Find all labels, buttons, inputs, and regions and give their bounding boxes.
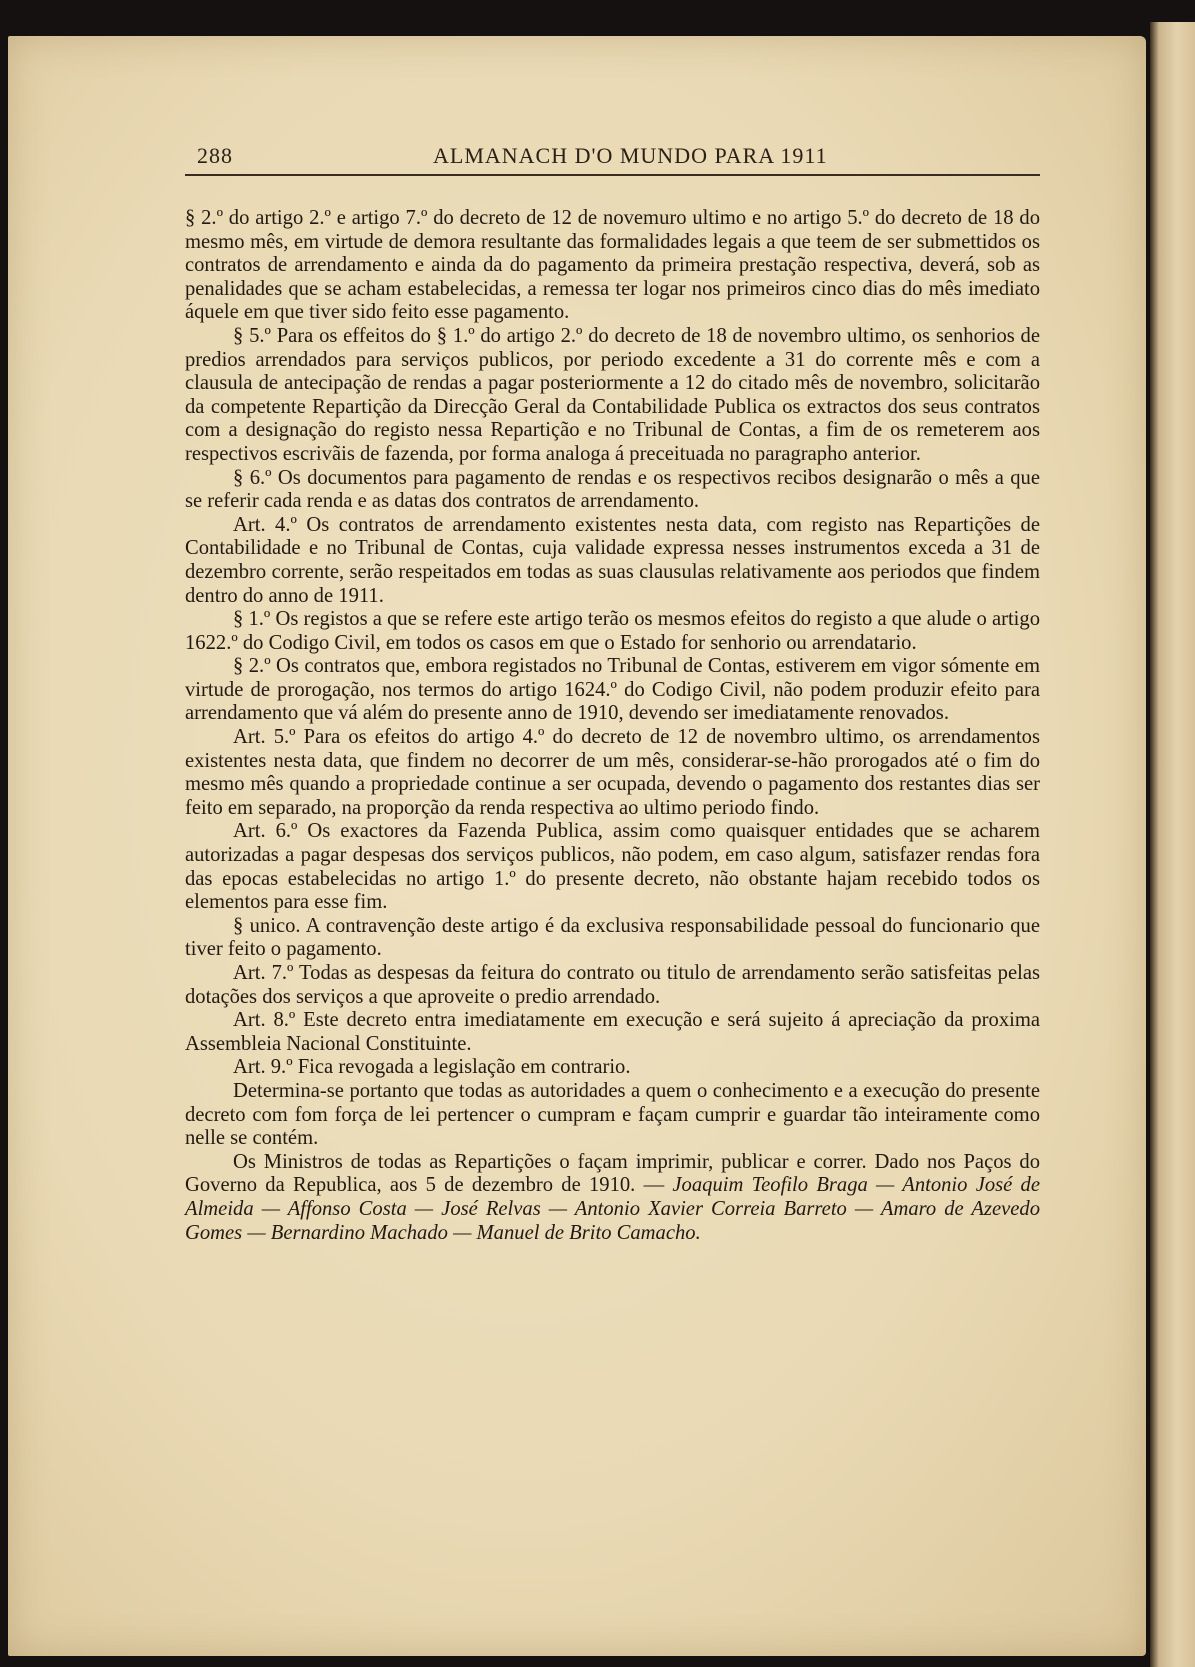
body-text bbox=[185, 207, 1040, 1245]
adjacent-page-edge bbox=[1150, 22, 1195, 1667]
paragraph: § 1.º Os registos a que se refere este artigo terão os mesmos efeitos do registo a que alude o artigo 1622.º do Codigo Civil, em todos os casos em que o Estado for senhorio ou arrendatario. bbox=[185, 608, 1040, 654]
paragraph: § unico. A contravenção deste artigo é da exclusiva responsabilidade pessoal do funcionario que tiver feito o pagamento. bbox=[185, 914, 1040, 961]
paragraph: Determina-se portanto que todas as autoridades a quem o conhecimento e a execução do presente decreto com fom força de lei pertencer o cumpram e façam cumprir e guardar tão inteiramente como nelle se contém. bbox=[185, 1079, 1040, 1150]
closing-text: Os Ministros de todas as Repartições o façam imprimir, publicar e correr. Dado nos Paços do Governo da Republica, aos 5 de dezembro de 1910. — bbox=[185, 1150, 1040, 1197]
header-rule bbox=[185, 174, 1040, 176]
page-number: 288 bbox=[197, 143, 233, 168]
paragraph: § 2.º Os contratos que, embora registados no Tribunal de Contas, estiverem em vigor sómente em virtude de prorogação, nos termos do artigo 1624.º do Codigo Civil, não podem produzir efeito para arrendamento que vá além do presente anno de 1910, devendo ser imediatamente renovados. bbox=[185, 655, 1040, 725]
paragraph: § 5.º Para os effeitos do § 1.º do artigo 2.º do decreto de 18 de novembro ultimo, os senhorios de predios arrendados para serviços publicos, por periodo excedente a 31 do corrente mês e com a clausula de antecipação de rendas a pagar posteriormente a 12 do citado mês de novembro, solicitarão da competente Repartição da Direcção Geral da Contabilidade Publica os extractos dos seus contratos com a designação do registo nessa Repartição e no Tribunal de Contas, a fim de os remeterem aos respectivos escrivãis de fazenda, por forma analoga á preceituada no paragrapho anterior. bbox=[185, 324, 1040, 465]
paragraph: Art. 5.º Para os efeitos do artigo 4.º do decreto de 12 de novembro ultimo, os arrendamentos existentes nesta data, que findem no decorrer de um mês, considerar-se-hão prorogados até o fim do mesmo mês quando a propriedade continue a ser ocupada, devendo o pagamento dos restantes dias ser feito em separado, na proporção da renda respectiva ao ultimo periodo findo. bbox=[185, 726, 1040, 819]
paragraph: § 6.º Os documentos para pagamento de rendas e os respectivos recibos designarão o mês a que se referir cada renda e as datas dos contratos de arrendamento. bbox=[185, 466, 1040, 513]
paragraph: Art. 7.º Todas as despesas da feitura do contrato ou titulo de arrendamento serão satisfeitas pelas dotações dos serviços a que aproveite o predio arrendado. bbox=[185, 962, 1040, 1008]
paragraph: Art. 4.º Os contratos de arrendamento existentes nesta data, com registo nas Repartições de Contabilidade e no Tribunal de Contas, cuja validade expressa nesses instrumentos exceda a 31 de dezembro corrente, serão respeitados em todas as suas clausulas relativamente aos periodos que findem dentro do anno de 1911. bbox=[185, 513, 1040, 607]
paragraph: Art. 8.º Este decreto entra imediatamente em execução e será sujeito á apreciação da proxima Assembleia Nacional Constituinte. bbox=[185, 1009, 1040, 1055]
paragraph: § 2.º do artigo 2.º e artigo 7.º do decreto de 12 de novemuro ultimo e no artigo 5.º do decreto de 18 do mesmo mês, em virtude de demora resultante das formalidades legais a que teem de ser submettidos os contratos de arrendamento e ainda da do pagamento da primeira prestação respectiva, deverá, sob as penalidades que se acham estabelecidas, a remessa ter logar nos primeiros cinco dias do mês imediato áquele em que tiver sido feito esse pagamento. bbox=[185, 207, 1040, 324]
running-title: ALMANACH D'O MUNDO PARA 1911 bbox=[433, 143, 828, 168]
paragraph: Art. 9.º Fica revogada a legislação em contrario. bbox=[233, 1056, 631, 1079]
signatories: Joaquim Teofilo Braga — Antonio José de Almeida — Affonso Costa — José Relvas — Antonio Xavier Correia Barreto — Amaro de Azevedo Gomes — Bernardino Machado — Manuel de Brito Camacho. bbox=[185, 1174, 1040, 1244]
closing-paragraph bbox=[185, 1151, 1040, 1245]
paragraph: Art. 6.º Os exactores da Fazenda Publica, assim como quaisquer entidades que se acharem autorizadas a pagar despesas dos serviços publicos, não podem, em caso algum, satisfazer rendas fora das epocas estabelecidas no artigo 1.º do presente decreto, não obstante hajam recebido todos os elementos para esse fim. bbox=[185, 820, 1040, 914]
